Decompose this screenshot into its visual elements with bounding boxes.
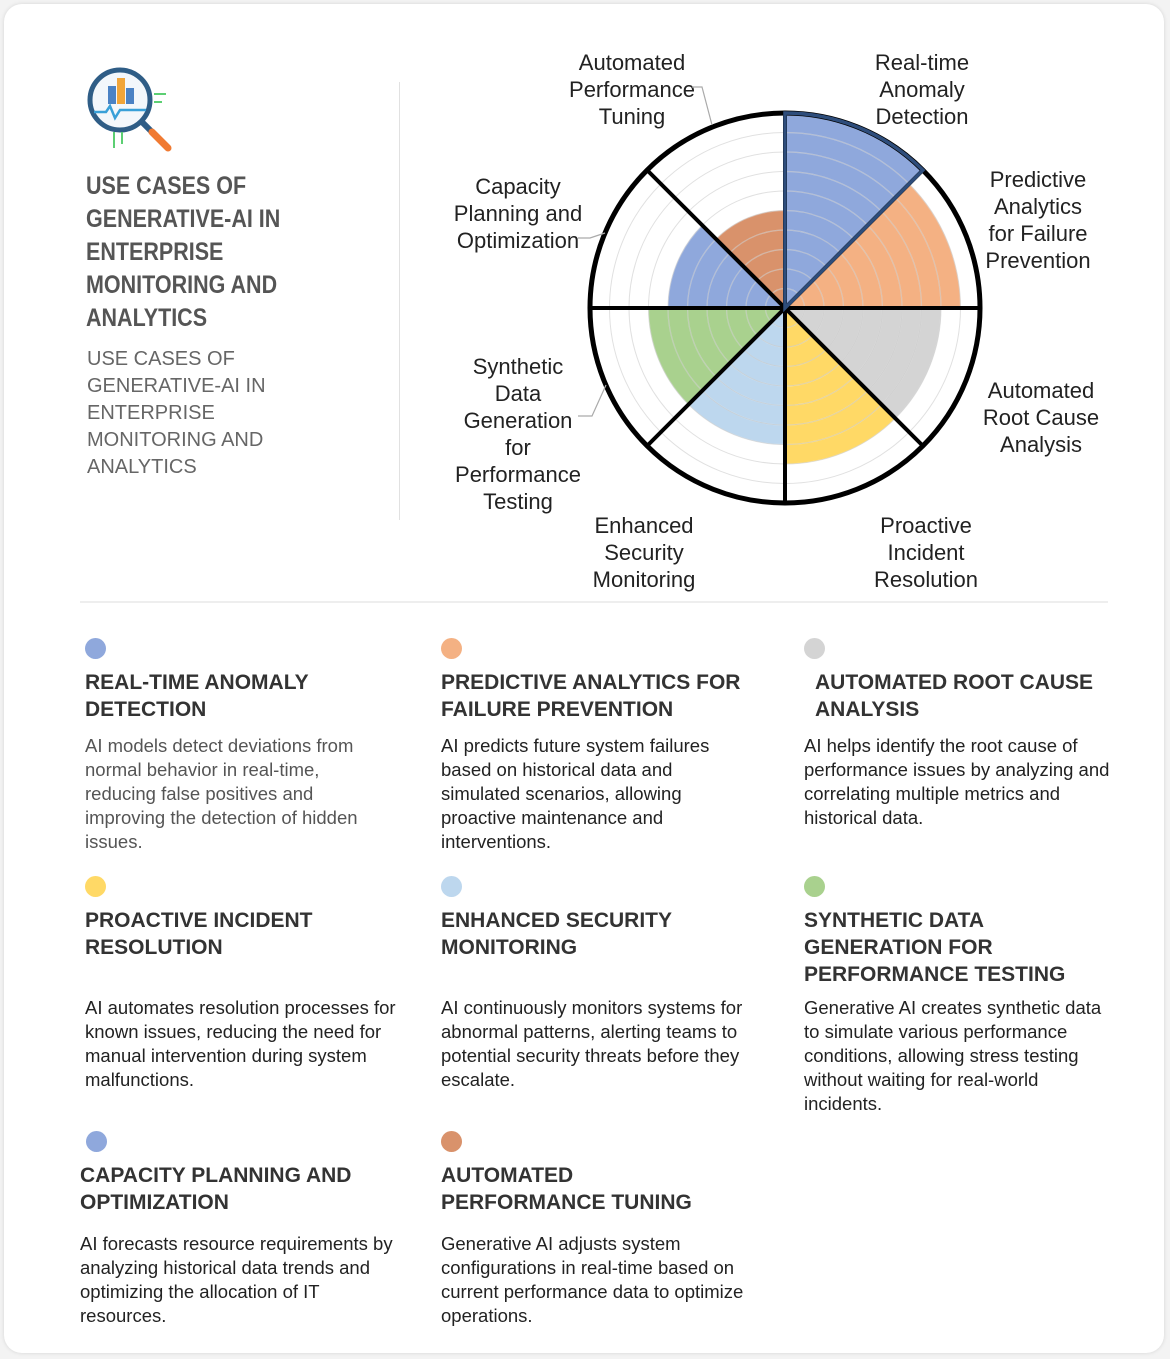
use-case-title: AUTOMATED PERFORMANCE TUNING — [441, 1164, 692, 1214]
magnifier-chart-icon — [82, 64, 178, 160]
category-label: Automated Performance Tuning — [569, 50, 695, 129]
legend-dot — [804, 638, 825, 659]
use-case-card — [441, 876, 771, 1090]
use-case-description: AI forecasts resource requirements by analyzing historical data trends and optimizing the allocation of IT resources. — [80, 1233, 393, 1326]
category-label: Automated Root Cause Analysis — [982, 378, 1100, 457]
use-case-card — [85, 876, 415, 1090]
category-label: Proactive Incident Resolution — [874, 513, 978, 592]
legend-dot — [85, 876, 106, 897]
legend-dot — [804, 876, 825, 897]
use-case-description: AI helps identify the root cause of performance issues by analyzing and correlating multiple metrics and historical data. — [804, 735, 1110, 828]
category-label: Capacity Planning and Optimization — [453, 174, 583, 253]
use-case-description: AI models detect deviations from normal behavior in real-time, reducing false positives and improving the detection of hidden issues. — [85, 735, 358, 852]
use-case-description: AI continuously monitors systems for abnormal patterns, alerting teams to potential security threats before they escalate. — [441, 997, 743, 1090]
category-label: Enhanced Security Monitoring — [592, 513, 696, 592]
label-leader-line — [692, 87, 712, 125]
use-case-card — [80, 1131, 410, 1326]
legend-dot — [441, 638, 462, 659]
legend-dot — [86, 1131, 107, 1152]
category-label: Real-time Anomaly Detection — [874, 50, 970, 129]
legend-dot — [441, 1131, 462, 1152]
use-case-title: REAL-TIME ANOMALY DETECTION — [85, 671, 309, 721]
use-case-description: AI automates resolution processes for known issues, reducing the need for manual intervention during system malfunctions. — [85, 997, 396, 1090]
use-case-title: AUTOMATED ROOT CAUSE ANALYSIS — [815, 671, 1094, 721]
page-title: USE CASES OF GENERATIVE-AI IN ENTERPRISE MONITORING AND ANALYTICS — [86, 172, 281, 332]
use-case-description: AI predicts future system failures based on historical data and simulated scenarios, allowing proactive maintenance and interventions. — [441, 735, 710, 852]
use-case-card — [804, 638, 1134, 828]
label-leader-line — [578, 385, 606, 416]
legend-dot — [85, 638, 106, 659]
use-case-title: SYNTHETIC DATA GENERATION FOR PERFORMANCE TESTING — [804, 909, 1066, 986]
use-case-title: PREDICTIVE ANALYTICS FOR FAILURE PREVENTION — [441, 671, 741, 721]
use-case-card — [85, 638, 415, 852]
use-case-title: CAPACITY PLANNING AND OPTIMIZATION — [80, 1164, 352, 1214]
category-label: Predictive Analytics for Failure Prevention — [985, 167, 1091, 273]
section-divider — [80, 601, 1108, 603]
use-case-description: Generative AI adjusts system configurations in real-time based on current performance data to optimize operations. — [441, 1233, 744, 1326]
use-case-card — [441, 638, 771, 852]
legend-dot — [441, 876, 462, 897]
use-case-title: PROACTIVE INCIDENT RESOLUTION — [85, 909, 313, 959]
vertical-divider — [399, 82, 400, 520]
use-case-card — [804, 876, 1134, 1114]
category-label: Synthetic Data Generation for Performance Testing — [455, 354, 581, 514]
polar-area-chart — [430, 25, 1130, 595]
use-case-description: Generative AI creates synthetic data to simulate various performance conditions, allowing stress testing without waiting for real-world incidents. — [804, 997, 1102, 1114]
use-case-title: ENHANCED SECURITY MONITORING — [441, 909, 672, 959]
use-case-card — [441, 1131, 771, 1326]
page-subtitle: USE CASES OF GENERATIVE-AI IN ENTERPRISE MONITORING AND ANALYTICS — [87, 348, 266, 478]
